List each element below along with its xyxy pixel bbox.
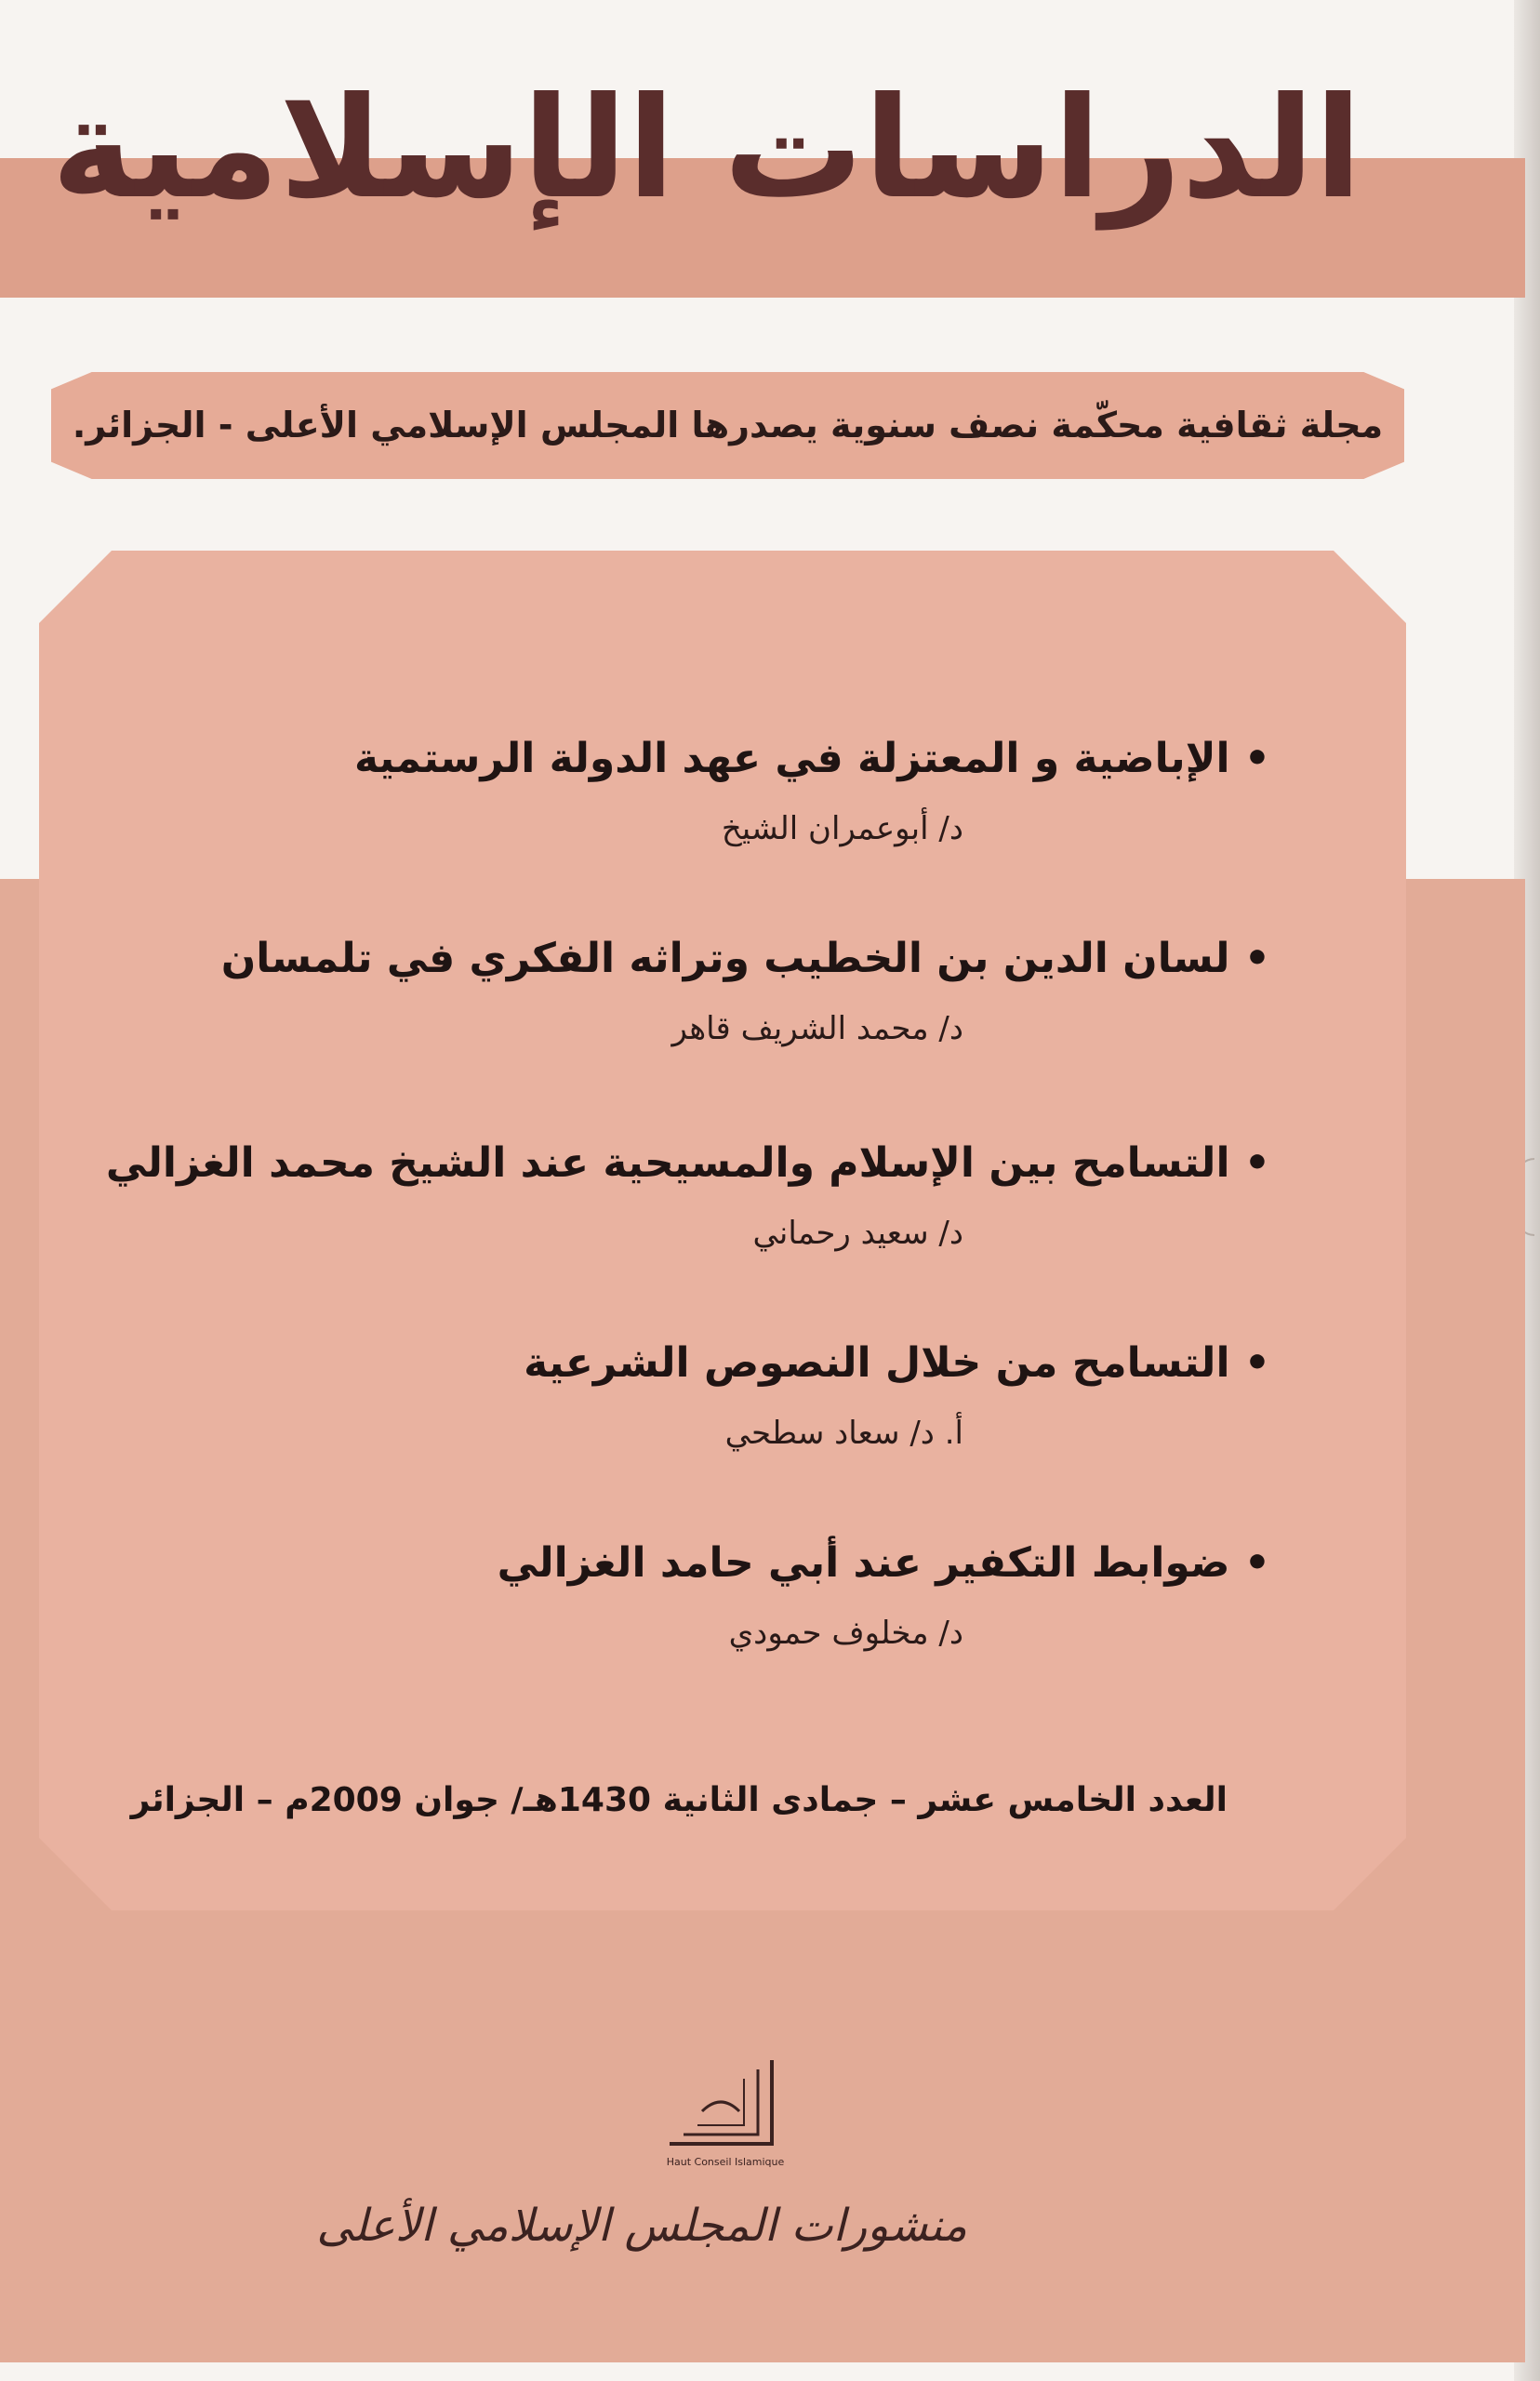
article-5: [154, 1539, 1270, 1652]
article-2: [154, 935, 1270, 1047]
journal-subtitle: مجلة ثقافية محكّمة نصف سنوية يصدرها المجلس الإسلامي الأعلى - الجزائر.: [72, 405, 1384, 446]
journal-title: الدراسات الإسلامية: [51, 68, 1362, 230]
article-1: [154, 735, 1270, 847]
article-title: • التسامح من خلال النصوص الشرعية: [154, 1339, 1270, 1387]
article-title: • ضوابط التكفير عند أبي حامد الغزالي: [154, 1539, 1270, 1587]
article-title: • التسامح بين الإسلام والمسيحية عند الشيخ محمد الغزالي: [154, 1139, 1270, 1187]
article-author: د/ أبوعمران الشيخ: [721, 810, 963, 847]
article-3: [105, 1139, 1270, 1252]
article-title: • لسان الدين بن الخطيب وتراثه الفكري في تلمسان: [154, 935, 1270, 982]
issue-info: العدد الخامس عشر – جمادى الثانية 1430هـ/ جوان 2009م – الجزائر: [130, 1781, 1228, 1819]
logo-latin-text: Haut Conseil Islamique: [666, 2156, 785, 2168]
article-author: د/ سعيد رحماني: [752, 1215, 963, 1252]
article-author: أ. د/ سعاد سطحي: [724, 1415, 963, 1452]
council-logo: [632, 2055, 818, 2176]
publisher-name: منشورات المجلس الإسلامي الأعلى: [316, 2200, 967, 2252]
article-author: د/ مخلوف حمودي: [728, 1615, 963, 1652]
article-author: د/ محمد الشريف قاهر: [671, 1010, 963, 1047]
article-title: • الإباضية و المعتزلة في عهد الدولة الرستمية: [154, 735, 1270, 782]
article-4: [154, 1339, 1270, 1452]
